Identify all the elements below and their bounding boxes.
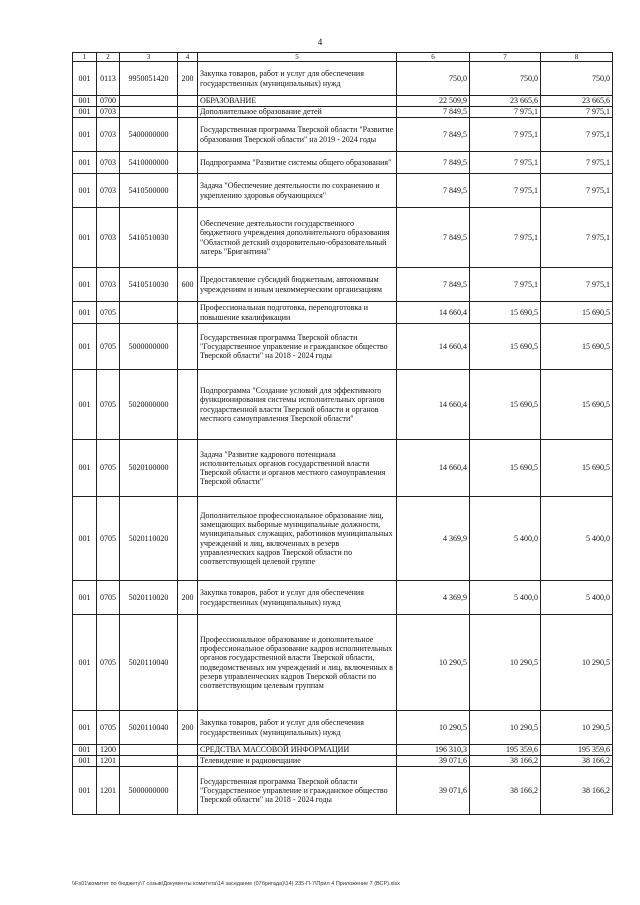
name-cell: Дополнительное профессиональное образование лиц, замещающих выборные муниципальные должности, муниципальных служащих, работников муниципальных учреждений и лиц, включенных в резерв управленческих кадров Тверской области по соответствующей целевой группе xyxy=(198,497,397,581)
target-article-cell: 5410500000 xyxy=(120,174,178,208)
value-2021-cell: 7 849,5 xyxy=(397,208,470,268)
section-cell: 0703 xyxy=(97,118,120,152)
table-row xyxy=(73,711,613,745)
code-cell: 001 xyxy=(73,440,97,497)
value-2022-cell: 10 290,5 xyxy=(470,711,541,745)
name-cell: Государственная программа Тверской области "Развитие образования Тверской области" на 2019 - 2024 годы xyxy=(198,118,397,152)
value-2023-cell: 15 690,5 xyxy=(541,370,613,440)
value-2022-cell: 7 975,1 xyxy=(470,107,541,118)
name-cell: ОБРАЗОВАНИЕ xyxy=(198,96,397,107)
value-2021-cell: 7 849,5 xyxy=(397,107,470,118)
target-article-cell xyxy=(120,756,178,767)
code-cell: 001 xyxy=(73,756,97,767)
table-row xyxy=(73,497,613,581)
value-2021-cell: 196 310,3 xyxy=(397,745,470,756)
table-row xyxy=(73,268,613,302)
expense-type-cell xyxy=(178,118,198,152)
name-cell: Предоставление субсидий бюджетным, автономным учреждениям и иным некоммерческим организациям xyxy=(198,268,397,302)
expense-type-cell xyxy=(178,745,198,756)
value-2023-cell: 7 975,1 xyxy=(541,174,613,208)
value-2023-cell: 195 359,6 xyxy=(541,745,613,756)
value-2023-cell: 5 400,0 xyxy=(541,581,613,615)
value-2021-cell: 7 849,5 xyxy=(397,268,470,302)
value-2022-cell: 15 690,5 xyxy=(470,302,541,324)
section-cell: 0705 xyxy=(97,615,120,711)
value-2021-cell: 750,0 xyxy=(397,62,470,96)
table-row xyxy=(73,440,613,497)
target-article-cell xyxy=(120,302,178,324)
expense-type-cell xyxy=(178,497,198,581)
table-row xyxy=(73,756,613,767)
value-2023-cell: 10 290,5 xyxy=(541,711,613,745)
value-2023-cell: 750,0 xyxy=(541,62,613,96)
target-article-cell: 5410000000 xyxy=(120,152,178,174)
section-cell: 0703 xyxy=(97,208,120,268)
code-cell: 001 xyxy=(73,107,97,118)
name-cell: Задача "Развитие кадрового потенциала исполнительных органов государственной власти Тверской области и органов местного самоуправления Тверской области" xyxy=(198,440,397,497)
table-row xyxy=(73,174,613,208)
code-cell: 001 xyxy=(73,615,97,711)
value-2022-cell: 7 975,1 xyxy=(470,268,541,302)
value-2021-cell: 14 660,4 xyxy=(397,370,470,440)
target-article-cell: 5400000000 xyxy=(120,118,178,152)
value-2023-cell: 38 166,2 xyxy=(541,756,613,767)
value-2021-cell: 14 660,4 xyxy=(397,302,470,324)
value-2023-cell: 5 400,0 xyxy=(541,497,613,581)
value-2021-cell: 7 849,5 xyxy=(397,174,470,208)
name-cell: Закупка товаров, работ и услуг для обеспечения государственных (муниципальных) нужд xyxy=(198,711,397,745)
section-cell: 0705 xyxy=(97,370,120,440)
code-cell: 001 xyxy=(73,268,97,302)
table-row xyxy=(73,370,613,440)
expense-type-cell xyxy=(178,440,198,497)
value-2023-cell: 10 290,5 xyxy=(541,615,613,711)
value-2023-cell: 7 975,1 xyxy=(541,208,613,268)
name-cell: Закупка товаров, работ и услуг для обеспечения государственных (муниципальных) нужд xyxy=(198,62,397,96)
section-cell: 0703 xyxy=(97,174,120,208)
target-article-cell: 5020110020 xyxy=(120,581,178,615)
table-row xyxy=(73,96,613,107)
code-cell: 001 xyxy=(73,745,97,756)
value-2022-cell: 15 690,5 xyxy=(470,324,541,370)
name-cell: СРЕДСТВА МАССОВОЙ ИНФОРМАЦИИ xyxy=(198,745,397,756)
table-row xyxy=(73,107,613,118)
value-2021-cell: 14 660,4 xyxy=(397,440,470,497)
table-row xyxy=(73,745,613,756)
expense-type-cell xyxy=(178,767,198,815)
value-2021-cell: 39 071,6 xyxy=(397,756,470,767)
table-header-row xyxy=(73,53,613,62)
code-cell: 001 xyxy=(73,711,97,745)
header-cell: 5 xyxy=(198,53,397,62)
section-cell: 0705 xyxy=(97,581,120,615)
target-article-cell: 5020110040 xyxy=(120,711,178,745)
code-cell: 001 xyxy=(73,152,97,174)
name-cell: Задача "Обеспечение деятельности по сохранению и укреплению здоровья обучающихся" xyxy=(198,174,397,208)
table-row xyxy=(73,615,613,711)
target-article-cell: 5410510030 xyxy=(120,208,178,268)
expense-type-cell xyxy=(178,208,198,268)
value-2022-cell: 5 400,0 xyxy=(470,497,541,581)
value-2021-cell: 22 509,9 xyxy=(397,96,470,107)
expense-type-cell: 200 xyxy=(178,711,198,745)
value-2022-cell: 23 665,6 xyxy=(470,96,541,107)
value-2022-cell: 15 690,5 xyxy=(470,370,541,440)
value-2022-cell: 5 400,0 xyxy=(470,581,541,615)
expense-type-cell xyxy=(178,174,198,208)
code-cell: 001 xyxy=(73,96,97,107)
name-cell: Закупка товаров, работ и услуг для обеспечения государственных (муниципальных) нужд xyxy=(198,581,397,615)
value-2023-cell: 7 975,1 xyxy=(541,118,613,152)
name-cell: Дополнительное образование детей xyxy=(198,107,397,118)
value-2022-cell: 7 975,1 xyxy=(470,152,541,174)
value-2023-cell: 23 665,6 xyxy=(541,96,613,107)
value-2021-cell: 10 290,5 xyxy=(397,711,470,745)
name-cell: Профессиональное образование и дополнительное профессиональное образование кадров исполнительных органов государственной власти Тверской области, подведомственных им учреждений и лиц, включенных в резерв управленческих кадров Тверской области по соответствующим целевым группам xyxy=(198,615,397,711)
target-article-cell xyxy=(120,96,178,107)
value-2021-cell: 7 849,5 xyxy=(397,152,470,174)
expense-type-cell xyxy=(178,302,198,324)
table-row xyxy=(73,302,613,324)
section-cell: 0703 xyxy=(97,268,120,302)
target-article-cell: 5020110020 xyxy=(120,497,178,581)
value-2022-cell: 15 690,5 xyxy=(470,440,541,497)
section-cell: 0703 xyxy=(97,152,120,174)
section-cell: 0705 xyxy=(97,440,120,497)
name-cell: Подпрограмма "Создание условий для эффективного функционирования системы исполнительных органов государственной власти Тверской области и органов местного самоуправления Тверской области" xyxy=(198,370,397,440)
section-cell: 0703 xyxy=(97,107,120,118)
value-2023-cell: 7 975,1 xyxy=(541,107,613,118)
code-cell: 001 xyxy=(73,62,97,96)
code-cell: 001 xyxy=(73,497,97,581)
value-2022-cell: 10 290,5 xyxy=(470,615,541,711)
section-cell: 0113 xyxy=(97,62,120,96)
value-2021-cell: 39 071,6 xyxy=(397,767,470,815)
code-cell: 001 xyxy=(73,370,97,440)
value-2021-cell: 4 369,9 xyxy=(397,581,470,615)
expense-type-cell: 200 xyxy=(178,62,198,96)
value-2021-cell: 7 849,5 xyxy=(397,118,470,152)
page-number: 4 xyxy=(317,37,323,47)
section-cell: 1201 xyxy=(97,767,120,815)
file-path-footer: \\Fs01\комитет по бюджету\7 созыв\Документы комитета\14 заседание (07бригада)\14) 235-П-7\Прил 4 Приложение 7 (ВСР).xlsx xyxy=(72,881,400,887)
section-cell: 1201 xyxy=(97,756,120,767)
target-article-cell xyxy=(120,745,178,756)
table-row xyxy=(73,152,613,174)
target-article-cell: 5020100000 xyxy=(120,440,178,497)
expense-type-cell xyxy=(178,96,198,107)
target-article-cell: 5020000000 xyxy=(120,370,178,440)
target-article-cell: 5020110040 xyxy=(120,615,178,711)
value-2022-cell: 750,0 xyxy=(470,62,541,96)
name-cell: Подпрограмма "Развитие системы общего образования" xyxy=(198,152,397,174)
name-cell: Государственная программа Тверской области "Государственное управление и гражданское общество Тверской области" на 2018 - 2024 годы xyxy=(198,767,397,815)
section-cell: 0705 xyxy=(97,497,120,581)
code-cell: 001 xyxy=(73,208,97,268)
name-cell: Обеспечение деятельности государственного бюджетного учреждения дополнительного образования "Областной детский оздоровительно-образовательный лагерь "Бригантина" xyxy=(198,208,397,268)
name-cell: Государственная программа Тверской области "Государственное управление и гражданское общество Тверской области" на 2018 - 2024 годы xyxy=(198,324,397,370)
header-cell: 4 xyxy=(178,53,198,62)
target-article-cell xyxy=(120,107,178,118)
table-row xyxy=(73,581,613,615)
header-cell: 2 xyxy=(97,53,120,62)
value-2023-cell: 7 975,1 xyxy=(541,268,613,302)
header-cell: 7 xyxy=(470,53,541,62)
code-cell: 001 xyxy=(73,118,97,152)
value-2021-cell: 10 290,5 xyxy=(397,615,470,711)
value-2023-cell: 15 690,5 xyxy=(541,302,613,324)
value-2022-cell: 38 166,2 xyxy=(470,767,541,815)
value-2022-cell: 7 975,1 xyxy=(470,208,541,268)
target-article-cell: 5410510030 xyxy=(120,268,178,302)
section-cell: 1200 xyxy=(97,745,120,756)
target-article-cell: 5000000000 xyxy=(120,767,178,815)
table-row xyxy=(73,118,613,152)
section-cell: 0700 xyxy=(97,96,120,107)
table-row xyxy=(73,324,613,370)
expense-type-cell xyxy=(178,107,198,118)
expense-type-cell: 600 xyxy=(178,268,198,302)
header-cell: 3 xyxy=(120,53,178,62)
expense-type-cell xyxy=(178,756,198,767)
target-article-cell: 5000000000 xyxy=(120,324,178,370)
header-cell: 6 xyxy=(397,53,470,62)
header-cell: 8 xyxy=(541,53,613,62)
expense-type-cell xyxy=(178,152,198,174)
section-cell: 0705 xyxy=(97,711,120,745)
section-cell: 0705 xyxy=(97,324,120,370)
code-cell: 001 xyxy=(73,581,97,615)
value-2022-cell: 195 359,6 xyxy=(470,745,541,756)
budget-table xyxy=(72,52,613,815)
value-2023-cell: 15 690,5 xyxy=(541,324,613,370)
table-row xyxy=(73,767,613,815)
expense-type-cell xyxy=(178,615,198,711)
section-cell: 0705 xyxy=(97,302,120,324)
expense-type-cell xyxy=(178,324,198,370)
table-row xyxy=(73,208,613,268)
name-cell: Телевидение и радиовещание xyxy=(198,756,397,767)
code-cell: 001 xyxy=(73,174,97,208)
expense-type-cell: 200 xyxy=(178,581,198,615)
code-cell: 001 xyxy=(73,767,97,815)
value-2022-cell: 7 975,1 xyxy=(470,174,541,208)
value-2021-cell: 4 369,9 xyxy=(397,497,470,581)
value-2022-cell: 7 975,1 xyxy=(470,118,541,152)
code-cell: 001 xyxy=(73,324,97,370)
value-2021-cell: 14 660,4 xyxy=(397,324,470,370)
table-row xyxy=(73,62,613,96)
value-2022-cell: 38 166,2 xyxy=(470,756,541,767)
expense-type-cell xyxy=(178,370,198,440)
header-cell: 1 xyxy=(73,53,97,62)
name-cell: Профессиональная подготовка, переподготовка и повышение квалификации xyxy=(198,302,397,324)
value-2023-cell: 7 975,1 xyxy=(541,152,613,174)
value-2023-cell: 15 690,5 xyxy=(541,440,613,497)
value-2023-cell: 38 166,2 xyxy=(541,767,613,815)
code-cell: 001 xyxy=(73,302,97,324)
target-article-cell: 9950051420 xyxy=(120,62,178,96)
